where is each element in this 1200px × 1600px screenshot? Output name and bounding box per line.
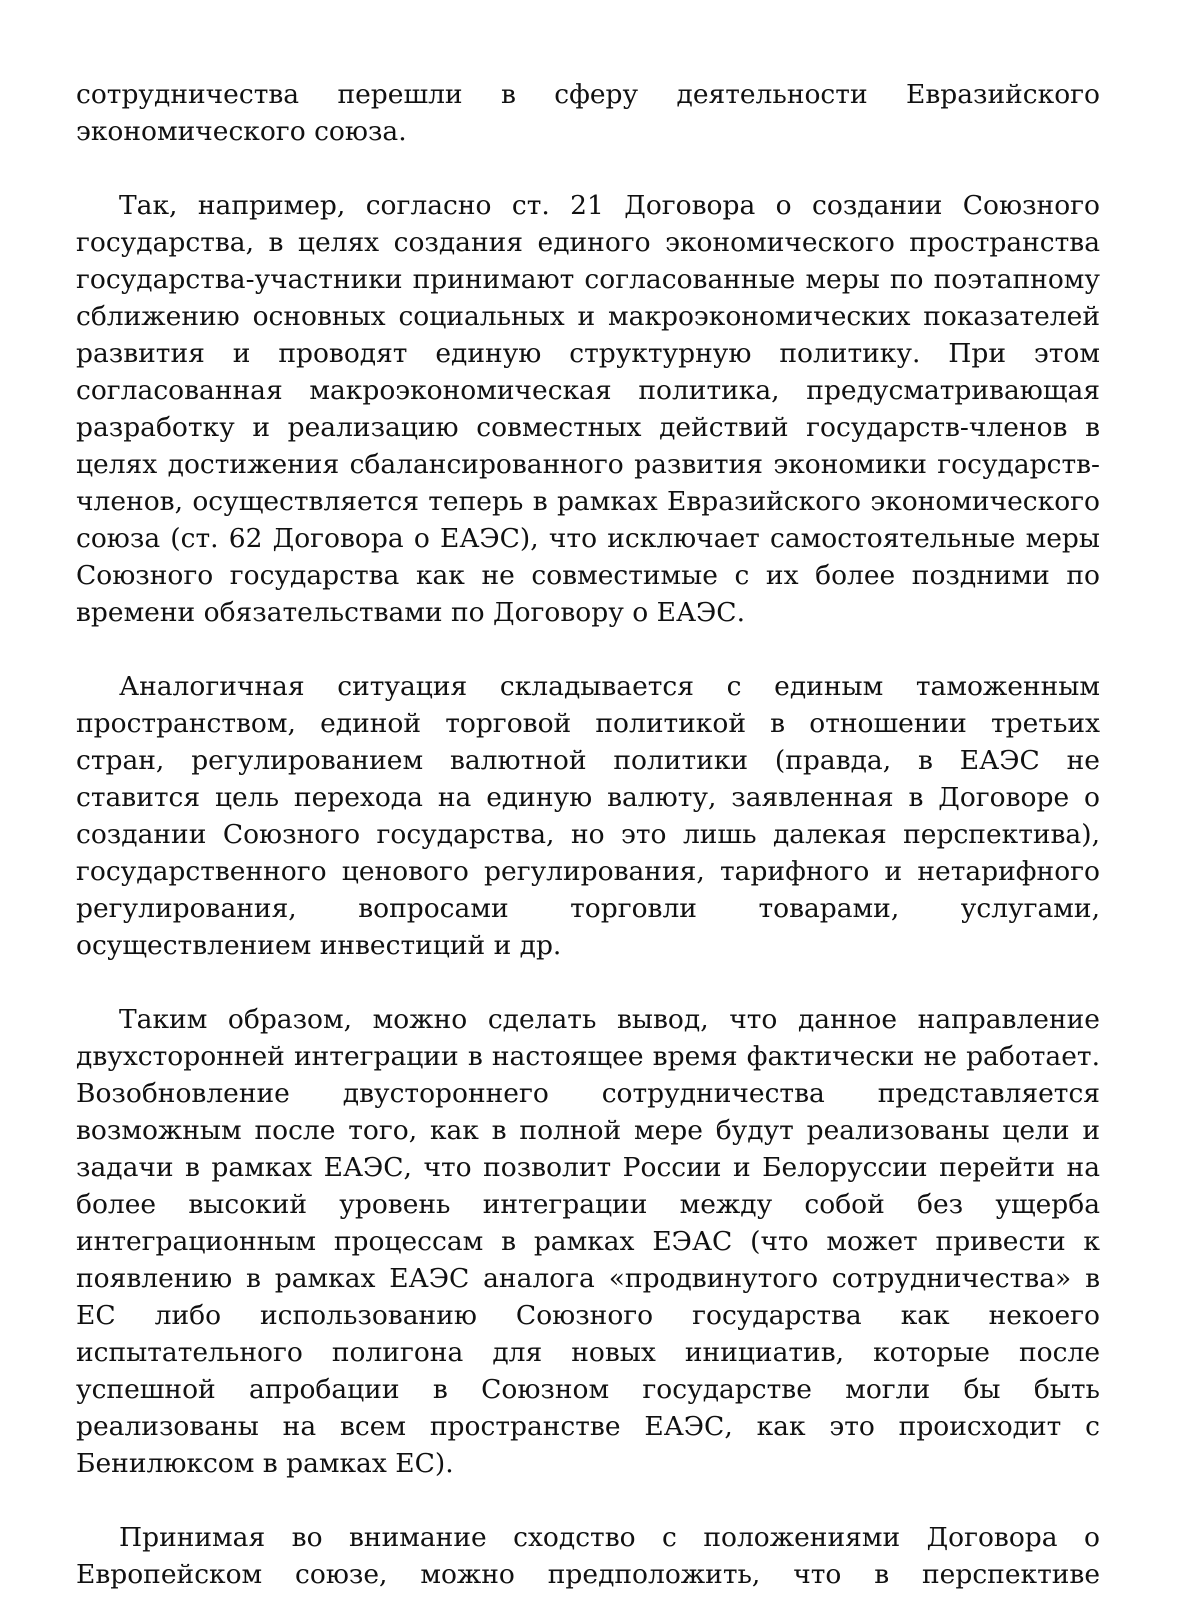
paragraph-similar-situation: Аналогичная ситуация складывается с единым таможенным пространством, единой торговой политикой в отношении третьих стран, регулированием валютной политики (правда, в ЕАЭС не ставится цель перехода на единую валюту, заявленная в Договоре о создании Союзного государства, но это лишь далекая перспектива), государственного ценового регулирования, тарифного и нетарифного регулирования, вопросами торговли товарами, услугами, осуществлением инвестиций и др. — [76, 671, 1100, 961]
paragraph-continuation: сотрудничества перешли в сферу деятельности Евразийского экономического союза. — [76, 79, 1100, 147]
paragraph-eu-comparison: Принимая во внимание сходство с положениями Договора о Европейском союзе, можно предположить, что в перспективе — [76, 1522, 1100, 1590]
document-page — [76, 76, 1100, 1593]
paragraph-conclusion: Таким образом, можно сделать вывод, что данное направление двухсторонней интеграции в настоящее время фактически не работает. Возобновление двустороннего сотрудничества представляется возможным после того, как в полной мере будут реализованы цели и задачи в рамках ЕАЭС, что позволит России и Белоруссии перейти на более высокий уровень интеграции между собой без ущерба интеграционным процессам в рамках ЕЭАС (что может привести к появлению в рамках ЕАЭС аналога «продвинутого сотрудничества» в ЕС либо использованию Союзного государства как некоего испытательного полигона для новых инициатив, которые после успешной апробации в Союзном государстве могли бы быть реализованы на всем пространстве ЕАЭС, как это происходит с Бенилюксом в рамках ЕС). — [76, 1004, 1100, 1479]
paragraph-article-21: Так, например, согласно ст. 21 Договора о создании Союзного государства, в целях создания единого экономического пространства государства-участники принимают согласованные меры по поэтапному сближению основных социальных и макроэкономических показателей развития и проводят единую структурную политику. При этом согласованная макроэкономическая политика, предусматривающая разработку и реализацию совместных действий государств-членов в целях достижения сбалансированного развития экономики государств-членов, осуществляется теперь в рамках Евразийского экономического союза (ст. 62 Договора о ЕАЭС), что исключает самостоятельные меры Союзного государства как не совместимые с их более поздними по времени обязательствами по Договору о ЕАЭС. — [76, 190, 1100, 628]
